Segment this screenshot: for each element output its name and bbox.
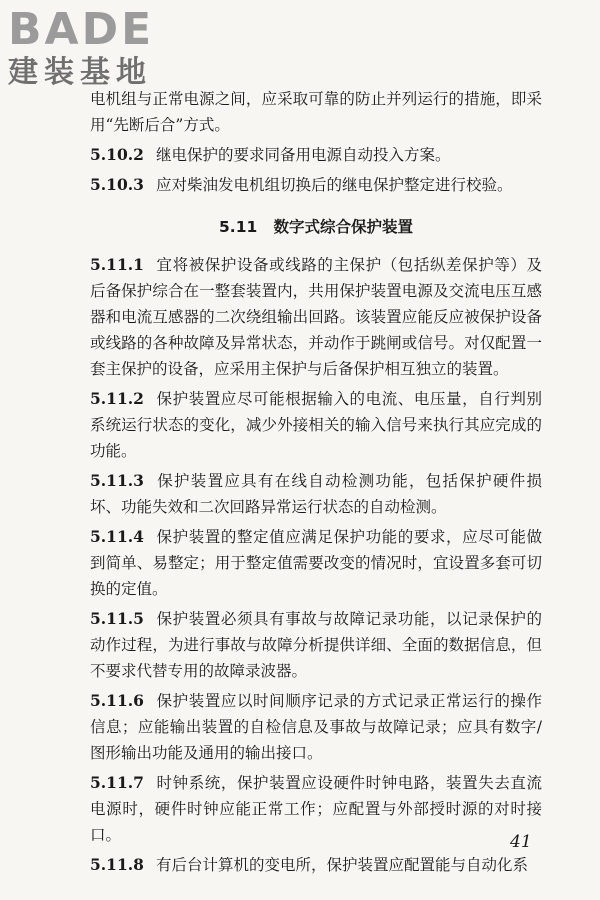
document-body bbox=[90, 86, 542, 882]
clause-number: 5.10.3 bbox=[90, 175, 144, 194]
clause-5-10-2 bbox=[90, 142, 542, 168]
clause-5-11-1 bbox=[90, 252, 542, 382]
clause-number: 5.10.2 bbox=[90, 145, 144, 164]
clause-text: 保护装置应尽可能根据输入的电流、电压量，自行判别系统运行状态的变化，减少外接相关的输入信号来执行其应完成的功能。 bbox=[90, 390, 542, 460]
clause-number: 5.11.7 bbox=[90, 773, 144, 792]
watermark-cjk: 建装基地 bbox=[8, 55, 152, 90]
page-number: 41 bbox=[510, 832, 532, 852]
clause-5-10-3 bbox=[90, 172, 542, 198]
clause-number: 5.11.1 bbox=[90, 255, 144, 274]
section-number: 5.11 bbox=[219, 218, 258, 236]
clause-text: 有后台计算机的变电所，保护装置应配置能与自动化系 bbox=[155, 856, 528, 874]
clause-text: 继电保护的要求同备用电源自动投入方案。 bbox=[155, 146, 451, 164]
watermark-latin: BADE bbox=[8, 4, 155, 55]
clause-number: 5.11.2 bbox=[90, 389, 144, 408]
clause-text: 保护装置应以时间顺序记录的方式记录正常运行的操作信息；应能输出装置的自检信息及事故与故障记录；应具有数字/图形输出功能及通用的输出接口。 bbox=[90, 692, 542, 762]
clause-text: 时钟系统，保护装置应设硬件时钟电路，装置失去直流电源时，硬件时钟应能正常工作；应配置与外部授时源的对时接口。 bbox=[90, 774, 542, 844]
clause-number: 5.11.3 bbox=[90, 471, 144, 490]
clause-number: 5.11.6 bbox=[90, 691, 144, 710]
clause-5-11-8 bbox=[90, 852, 542, 878]
section-heading bbox=[90, 214, 542, 240]
clause-text: 保护装置的整定值应满足保护功能的要求，应尽可能做到简单、易整定；用于整定值需要改变的情况时，宜设置多套可切换的定值。 bbox=[90, 528, 542, 598]
clause-text: 保护装置必须具有事故与故障记录功能，以记录保护的动作过程，为进行事故与故障分析提供详细、全面的数据信息，但不要求代替专用的故障录波器。 bbox=[90, 610, 542, 680]
clause-text: 宜将被保护设备或线路的主保护（包括纵差保护等）及后备保护综合在一整套装置内，共用保护装置电源及交流电压互感器和电流互感器的二次绕组输出回路。该装置应能反应被保护设备或线路的各种故障及异常状态，并动作于跳闸或信号。对仅配置一套主保护的设备，应采用主保护与后备保护相互独立的装置。 bbox=[90, 256, 542, 378]
clause-number: 5.11.5 bbox=[90, 609, 144, 628]
section-title: 数字式综合保护装置 bbox=[273, 218, 413, 236]
clause-number: 5.11.8 bbox=[90, 855, 144, 874]
clause-number: 5.11.4 bbox=[90, 527, 144, 546]
clause-5-11-6 bbox=[90, 688, 542, 766]
clause-5-11-7 bbox=[90, 770, 542, 848]
clause-5-11-3 bbox=[90, 468, 542, 520]
clause-5-11-2 bbox=[90, 386, 542, 464]
site-watermark bbox=[8, 6, 154, 90]
clause-5-11-4 bbox=[90, 524, 542, 602]
paragraph-continuation: 电机组与正常电源之间，应采取可靠的防止并列运行的措施，即采用“先断后合”方式。 bbox=[90, 90, 542, 134]
clause-text: 应对柴油发电机组切换后的继电保护整定进行校验。 bbox=[155, 176, 513, 194]
clause-text: 保护装置应具有在线自动检测功能，包括保护硬件损坏、功能失效和二次回路异常运行状态的自动检测。 bbox=[90, 472, 542, 516]
clause-5-11-5 bbox=[90, 606, 542, 684]
